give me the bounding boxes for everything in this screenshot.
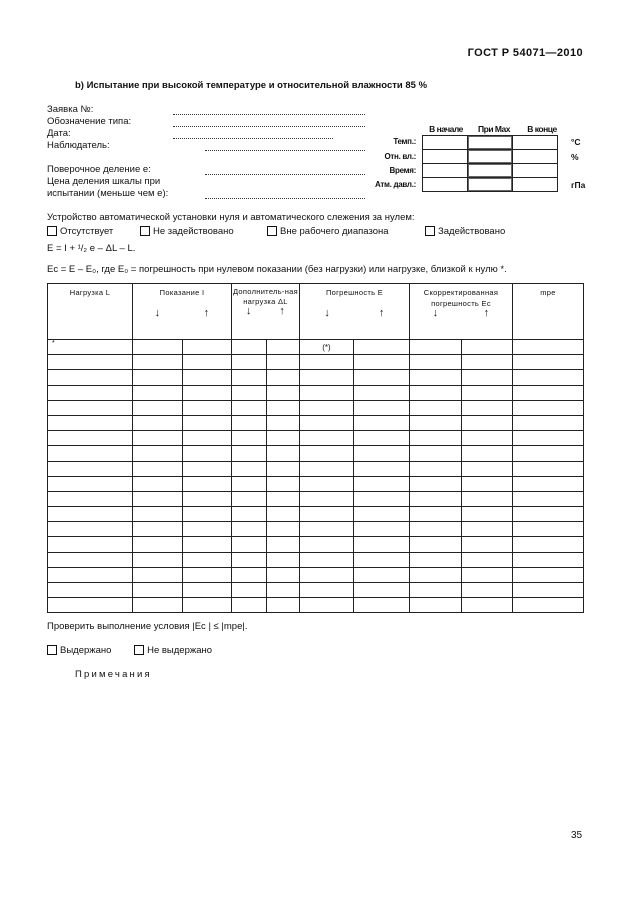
option-passed[interactable]: Выдержано	[47, 645, 111, 656]
table-cell[interactable]	[462, 370, 513, 385]
table-cell[interactable]	[183, 552, 232, 567]
checkbox-icon[interactable]	[47, 645, 57, 655]
table-cell[interactable]	[133, 355, 183, 370]
table-cell[interactable]	[513, 552, 584, 567]
option-absent[interactable]: Отсутствует	[47, 226, 113, 237]
table-row	[48, 598, 584, 613]
table-cell[interactable]	[232, 461, 267, 476]
table-cell[interactable]	[48, 461, 133, 476]
table-cell[interactable]	[267, 507, 300, 522]
table-cell[interactable]	[232, 507, 267, 522]
table-cell[interactable]	[410, 522, 462, 537]
table-cell[interactable]	[354, 446, 410, 461]
table-cell[interactable]	[267, 431, 300, 446]
header-load: Нагрузка L	[48, 284, 133, 340]
table-cell[interactable]	[354, 400, 410, 415]
arrow-down-icon: ↓	[432, 307, 439, 319]
table-cell[interactable]	[183, 537, 232, 552]
cond-cell[interactable]	[468, 178, 513, 192]
table-cell[interactable]	[133, 400, 183, 415]
table-cell[interactable]	[410, 461, 462, 476]
checkbox-icon[interactable]	[134, 645, 144, 655]
table-row	[48, 370, 584, 385]
cond-row-pressure: Атм. давл.:	[375, 180, 416, 189]
table-cell[interactable]	[267, 567, 300, 582]
table-cell[interactable]	[513, 567, 584, 582]
zero-device-question: Устройство автоматической установки нуля и автоматического слежения за нулем:	[47, 212, 415, 223]
table-cell[interactable]	[183, 567, 232, 582]
table-cell[interactable]	[410, 431, 462, 446]
document-id: ГОСТ Р 54071—2010	[467, 47, 583, 59]
table-cell[interactable]	[300, 400, 354, 415]
table-cell[interactable]	[300, 583, 354, 598]
table-cell[interactable]	[48, 507, 133, 522]
table-row	[48, 446, 584, 461]
table-cell[interactable]	[462, 552, 513, 567]
table-cell[interactable]	[410, 598, 462, 613]
table-cell[interactable]	[183, 461, 232, 476]
table-cell[interactable]	[462, 355, 513, 370]
table-cell[interactable]	[513, 461, 584, 476]
table-row	[48, 476, 584, 491]
table-cell[interactable]	[133, 431, 183, 446]
table-cell[interactable]	[133, 370, 183, 385]
unit-pressure: гПа	[571, 180, 586, 190]
section-title: b) Испытание при высокой температуре и относительной влажности 85 %	[75, 80, 428, 91]
table-cell[interactable]	[354, 598, 410, 613]
cond-cell[interactable]	[468, 150, 513, 164]
arrow-up-icon: ↑	[203, 307, 210, 319]
cond-cell[interactable]	[423, 150, 468, 164]
table-cell[interactable]	[183, 355, 232, 370]
table-cell[interactable]	[462, 385, 513, 400]
table-cell[interactable]	[513, 340, 584, 355]
cond-cell[interactable]	[513, 136, 558, 150]
table-cell[interactable]	[354, 537, 410, 552]
page-number: 35	[571, 830, 583, 841]
field-type-label: Обозначение типа:	[47, 116, 132, 127]
table-cell[interactable]	[183, 431, 232, 446]
result-options	[47, 645, 212, 656]
table-cell[interactable]	[300, 598, 354, 613]
checkbox-icon[interactable]	[267, 226, 277, 236]
table-cell[interactable]	[513, 522, 584, 537]
table-cell[interactable]	[513, 583, 584, 598]
table-cell[interactable]	[183, 476, 232, 491]
table-cell[interactable]	[48, 522, 133, 537]
table-cell[interactable]	[133, 522, 183, 537]
table-cell[interactable]	[513, 491, 584, 506]
table-row	[48, 537, 584, 552]
table-row	[48, 567, 584, 582]
option-not-used[interactable]: Не задействовано	[140, 226, 234, 237]
table-cell[interactable]	[48, 552, 133, 567]
table-cell[interactable]	[183, 522, 232, 537]
table-cell[interactable]	[183, 507, 232, 522]
table-cell[interactable]	[183, 491, 232, 506]
table-cell[interactable]	[300, 491, 354, 506]
table-cell[interactable]	[410, 355, 462, 370]
field-verification-label: Поверочное деление e:	[47, 164, 151, 175]
table-cell[interactable]	[462, 537, 513, 552]
table-cell[interactable]: (*)	[300, 340, 354, 355]
cond-row-temp: Темп.:	[393, 137, 416, 146]
table-cell[interactable]	[300, 446, 354, 461]
field-observer-label: Наблюдатель:	[47, 140, 110, 151]
table-cell[interactable]	[354, 431, 410, 446]
table-cell[interactable]	[300, 522, 354, 537]
table-cell[interactable]	[232, 431, 267, 446]
table-cell[interactable]	[133, 567, 183, 582]
table-cell[interactable]	[462, 522, 513, 537]
table-cell[interactable]	[410, 567, 462, 582]
table-cell[interactable]	[513, 385, 584, 400]
table-cell[interactable]	[267, 400, 300, 415]
arrow-up-icon: ↑	[279, 305, 286, 317]
cond-col-start: В начале	[429, 124, 463, 134]
table-cell[interactable]	[354, 355, 410, 370]
table-cell[interactable]	[183, 583, 232, 598]
header-corrected-error: Скорректированная погрешность Eс ↓ ↑	[410, 284, 513, 340]
option-failed[interactable]: Не выдержано	[134, 645, 212, 656]
table-cell[interactable]	[48, 446, 133, 461]
table-cell[interactable]	[354, 340, 410, 355]
option-out-of-range[interactable]: Вне рабочего диапазона	[267, 226, 389, 237]
table-cell[interactable]	[267, 522, 300, 537]
table-cell[interactable]	[300, 370, 354, 385]
cond-cell[interactable]	[423, 136, 468, 150]
table-cell[interactable]	[410, 476, 462, 491]
table-cell[interactable]	[300, 567, 354, 582]
table-cell[interactable]	[410, 537, 462, 552]
unit-temp: °C	[571, 137, 581, 147]
field-observer-line[interactable]	[205, 150, 365, 151]
table-cell[interactable]	[133, 598, 183, 613]
table-cell[interactable]	[267, 446, 300, 461]
table-cell[interactable]	[48, 385, 133, 400]
cond-cell[interactable]	[468, 164, 513, 178]
arrow-down-icon: ↓	[154, 307, 161, 319]
table-cell[interactable]	[133, 507, 183, 522]
table-row	[48, 340, 584, 355]
checkbox-icon[interactable]	[140, 226, 150, 236]
table-cell[interactable]	[183, 385, 232, 400]
table-cell[interactable]	[48, 415, 133, 430]
table-cell[interactable]	[300, 552, 354, 567]
notes-heading: Примечания	[75, 669, 152, 680]
field-type-line[interactable]	[173, 126, 365, 127]
header-additional-load: Дополнитель-ная нагрузка ΔL ↓ ↑	[232, 284, 300, 340]
table-cell[interactable]	[232, 446, 267, 461]
cond-cell[interactable]	[513, 150, 558, 164]
table-row	[48, 431, 584, 446]
table-cell[interactable]	[462, 461, 513, 476]
table-cell[interactable]	[410, 507, 462, 522]
arrow-up-icon: ↑	[378, 307, 385, 319]
table-cell[interactable]	[462, 431, 513, 446]
field-scale-label-2: испытании (меньше чем e):	[47, 188, 169, 199]
cond-cell[interactable]	[513, 164, 558, 178]
field-verification-line[interactable]	[205, 174, 365, 175]
table-cell[interactable]	[183, 340, 232, 355]
table-cell[interactable]	[354, 385, 410, 400]
cond-row-humidity: Отн. вл.:	[384, 152, 416, 161]
table-cell[interactable]	[462, 476, 513, 491]
table-row	[48, 552, 584, 567]
table-cell[interactable]	[267, 415, 300, 430]
table-cell[interactable]	[513, 370, 584, 385]
arrow-up-icon: ↑	[483, 307, 490, 319]
table-cell[interactable]	[133, 583, 183, 598]
table-cell[interactable]	[267, 385, 300, 400]
table-cell[interactable]	[48, 491, 133, 506]
table-cell[interactable]	[462, 583, 513, 598]
table-cell[interactable]	[300, 385, 354, 400]
table-cell[interactable]	[300, 476, 354, 491]
field-scale-label-1: Цена деления шкалы при	[47, 176, 161, 187]
field-application-line[interactable]	[173, 114, 365, 115]
table-cell[interactable]	[232, 491, 267, 506]
table-cell[interactable]	[462, 491, 513, 506]
table-cell[interactable]	[183, 400, 232, 415]
table-cell[interactable]	[232, 537, 267, 552]
table-cell[interactable]: *	[48, 340, 133, 355]
table-row	[48, 522, 584, 537]
table-cell[interactable]	[133, 446, 183, 461]
table-cell[interactable]	[232, 583, 267, 598]
table-cell[interactable]	[232, 567, 267, 582]
table-cell[interactable]	[513, 446, 584, 461]
table-cell[interactable]	[300, 355, 354, 370]
table-cell[interactable]	[462, 567, 513, 582]
table-cell[interactable]	[267, 537, 300, 552]
table-cell[interactable]	[133, 552, 183, 567]
arrow-down-icon: ↓	[245, 305, 252, 317]
table-cell[interactable]	[48, 431, 133, 446]
table-cell[interactable]	[354, 370, 410, 385]
table-cell[interactable]	[48, 400, 133, 415]
cond-cell[interactable]	[468, 136, 513, 150]
table-cell[interactable]	[267, 476, 300, 491]
table-cell[interactable]	[267, 461, 300, 476]
table-cell[interactable]	[354, 552, 410, 567]
table-cell[interactable]	[183, 415, 232, 430]
table-cell[interactable]	[354, 507, 410, 522]
table-cell[interactable]	[183, 446, 232, 461]
table-row	[48, 583, 584, 598]
table-cell[interactable]	[232, 476, 267, 491]
table-cell[interactable]	[513, 507, 584, 522]
field-date-line[interactable]	[173, 138, 333, 139]
table-cell[interactable]	[133, 476, 183, 491]
table-cell[interactable]	[183, 598, 232, 613]
table-cell[interactable]	[462, 446, 513, 461]
measurement-table	[47, 283, 584, 613]
table-cell[interactable]	[48, 567, 133, 582]
table-cell[interactable]	[513, 431, 584, 446]
table-cell[interactable]	[48, 583, 133, 598]
header-error: Погрешность E ↓ ↑	[300, 284, 410, 340]
cond-col-end: В конце	[527, 124, 557, 134]
table-cell[interactable]	[48, 476, 133, 491]
checkbox-icon[interactable]	[425, 226, 435, 236]
table-cell[interactable]	[133, 415, 183, 430]
table-cell[interactable]	[267, 340, 300, 355]
table-cell[interactable]	[462, 400, 513, 415]
table-row	[48, 385, 584, 400]
table-cell[interactable]	[354, 491, 410, 506]
table-cell[interactable]	[48, 537, 133, 552]
table-cell[interactable]	[410, 415, 462, 430]
table-cell[interactable]	[232, 385, 267, 400]
table-cell[interactable]	[354, 583, 410, 598]
table-row	[48, 461, 584, 476]
arrow-down-icon: ↓	[324, 307, 331, 319]
table-cell[interactable]	[410, 370, 462, 385]
cond-cell[interactable]	[513, 178, 558, 192]
table-cell[interactable]	[410, 446, 462, 461]
table-cell[interactable]	[462, 340, 513, 355]
field-application-label: Заявка №:	[47, 104, 94, 115]
field-date-label: Дата:	[47, 128, 71, 139]
table-cell[interactable]	[462, 507, 513, 522]
table-cell[interactable]	[232, 340, 267, 355]
condition-check: Проверить выполнение условия |Eс | ≤ |mpe|.	[47, 621, 248, 632]
table-cell[interactable]	[354, 461, 410, 476]
table-cell[interactable]	[410, 552, 462, 567]
header-indication: Показание I ↓ ↑	[133, 284, 232, 340]
table-cell[interactable]	[267, 552, 300, 567]
table-cell[interactable]	[513, 355, 584, 370]
table-cell[interactable]	[133, 491, 183, 506]
table-cell[interactable]	[267, 583, 300, 598]
table-cell[interactable]	[232, 400, 267, 415]
conditions-grid	[422, 135, 558, 192]
table-cell[interactable]	[354, 476, 410, 491]
field-scale-line[interactable]	[205, 198, 365, 199]
table-cell[interactable]	[354, 415, 410, 430]
table-row	[48, 400, 584, 415]
cond-cell[interactable]	[423, 178, 468, 192]
table-cell[interactable]	[300, 415, 354, 430]
table-cell[interactable]	[267, 491, 300, 506]
header-mpe: mpe	[513, 284, 584, 340]
table-cell[interactable]	[513, 598, 584, 613]
formula-corrected-error: Eс = E – E₀, где E₀ = погрешность при нулевом показании (без нагрузки) или нагрузке, близкой к нулю *.	[47, 264, 507, 275]
cond-col-max: При Max	[478, 124, 510, 134]
table-cell[interactable]	[267, 370, 300, 385]
table-cell[interactable]	[300, 431, 354, 446]
table-cell[interactable]	[133, 537, 183, 552]
table-row	[48, 507, 584, 522]
table-cell[interactable]	[513, 400, 584, 415]
table-cell[interactable]	[300, 507, 354, 522]
table-cell[interactable]	[232, 598, 267, 613]
table-cell[interactable]	[410, 491, 462, 506]
option-used[interactable]: Задействовано	[425, 226, 505, 237]
table-cell[interactable]	[410, 400, 462, 415]
table-cell[interactable]	[354, 567, 410, 582]
table-cell[interactable]	[462, 598, 513, 613]
table-cell[interactable]	[232, 370, 267, 385]
table-cell[interactable]	[48, 355, 133, 370]
table-cell[interactable]	[133, 461, 183, 476]
unit-humidity: %	[571, 152, 579, 162]
table-cell[interactable]	[232, 415, 267, 430]
table-cell[interactable]	[300, 537, 354, 552]
table-cell[interactable]	[513, 476, 584, 491]
table-row	[48, 491, 584, 506]
table-cell[interactable]	[232, 522, 267, 537]
table-cell[interactable]	[354, 522, 410, 537]
table-cell[interactable]	[513, 537, 584, 552]
table-cell[interactable]	[267, 598, 300, 613]
table-cell[interactable]	[410, 340, 462, 355]
table-cell[interactable]	[410, 385, 462, 400]
table-cell[interactable]	[410, 583, 462, 598]
table-cell[interactable]	[48, 598, 133, 613]
table-cell[interactable]	[513, 415, 584, 430]
table-cell[interactable]	[183, 370, 232, 385]
table-cell[interactable]	[462, 415, 513, 430]
table-cell[interactable]	[232, 552, 267, 567]
table-cell[interactable]	[133, 340, 183, 355]
checkbox-icon[interactable]	[47, 226, 57, 236]
table-cell[interactable]	[267, 355, 300, 370]
table-row	[48, 355, 584, 370]
cond-cell[interactable]	[423, 164, 468, 178]
table-cell[interactable]	[48, 370, 133, 385]
table-cell[interactable]	[300, 461, 354, 476]
formula-error: E = I + ¹/₂ e – ΔL – L.	[47, 243, 136, 254]
table-cell[interactable]	[133, 385, 183, 400]
table-cell[interactable]	[232, 355, 267, 370]
cond-row-time: Время:	[389, 166, 416, 175]
table-row	[48, 415, 584, 430]
